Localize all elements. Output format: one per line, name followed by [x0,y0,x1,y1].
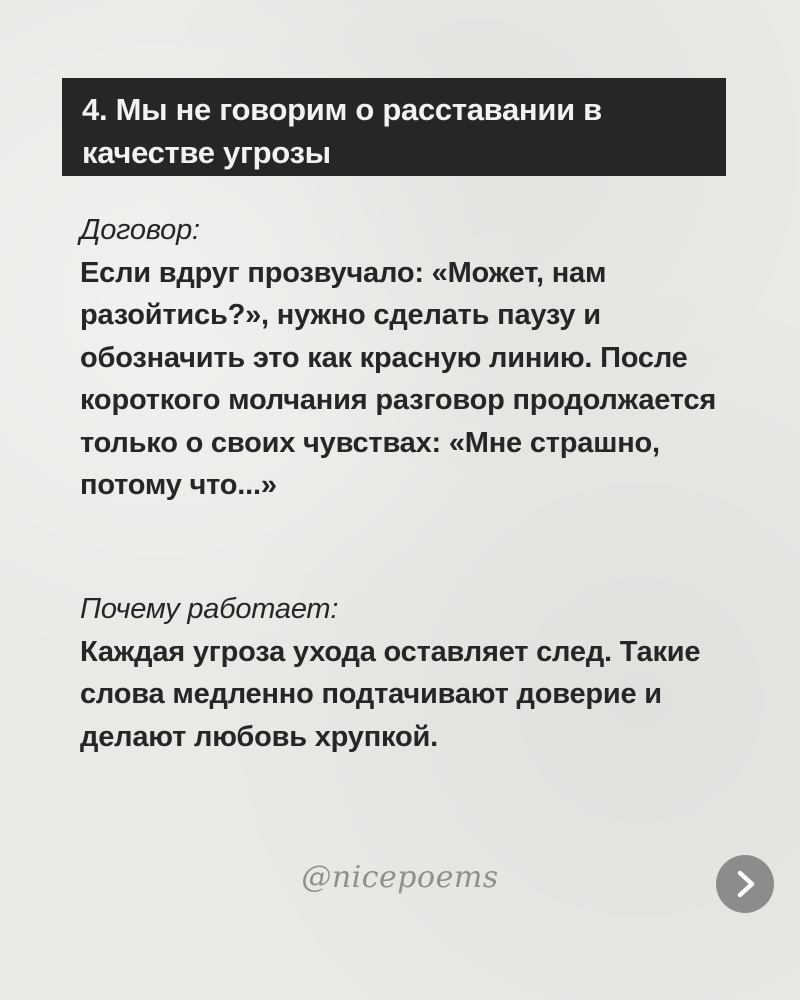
slide-title: 4. Мы не говорим о расставании в качестве угрозы [82,92,602,170]
agreement-label: Договор: [80,214,200,246]
author-watermark: @nicepoems [301,860,499,895]
why-it-works-label: Почему работает: [80,593,339,625]
chevron-right-icon [716,855,774,913]
why-it-works-section [80,588,740,758]
agreement-section [80,209,740,507]
why-it-works-text: Каждая угроза ухода оставляет след. Такие слова медленно подтачивают доверие и делают любовь хрупкой. [80,635,701,753]
agreement-text: Если вдруг прозвучало: «Может, нам разойтись?», нужно сделать паузу и обозначить это как красную линию. После короткого молчания разговор продолжается только о своих чувствах: «Мне страшно, потому что...» [80,256,717,501]
title-banner [62,78,726,176]
next-slide-button[interactable] [716,855,774,913]
